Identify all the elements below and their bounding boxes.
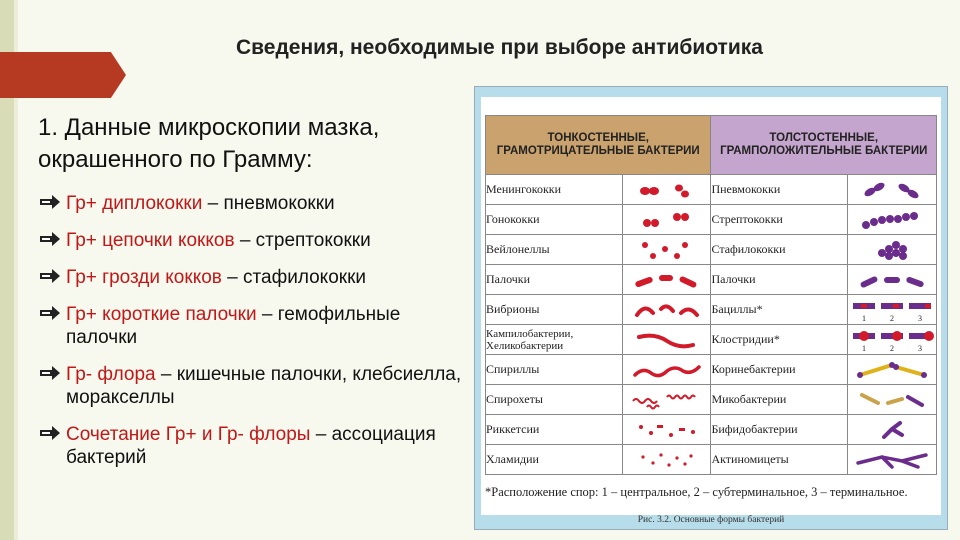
gram-negative-name: Спирохеты: [486, 385, 623, 415]
pen-arrow-icon: [40, 306, 60, 320]
gram-negative-name: Вибрионы: [486, 295, 623, 325]
gonococci-image: [622, 205, 711, 235]
gram-negative-name: Гонококки: [486, 205, 623, 235]
bullet-item: [40, 303, 470, 349]
heading-line-1: 1. Данные микроскопии мазка,: [38, 114, 380, 141]
gram-positive-name: Стафилококки: [711, 235, 848, 265]
table-row: [486, 295, 937, 325]
pneumococci-image: [848, 175, 937, 205]
gram-negative-name: Риккетсии: [486, 415, 623, 445]
meningococci-image: [622, 175, 711, 205]
table-row: [486, 265, 937, 295]
bullet-item: [40, 192, 470, 215]
bacteria-figure: [474, 86, 948, 530]
clostridia-spores-image: [848, 325, 937, 355]
spore-label: 3: [918, 313, 922, 323]
bifidobacteria-image: [848, 415, 937, 445]
bullet-text: – гемофильные палочки: [66, 304, 401, 348]
pen-arrow-icon: [40, 232, 60, 246]
gram-positive-name: Клостридии*: [711, 325, 848, 355]
table-row: [486, 445, 937, 475]
table-header-row: [486, 116, 937, 175]
gram-negative-name: Хламидии: [486, 445, 623, 475]
section-heading: [38, 112, 478, 176]
heading-line-2: окрашенного по Грамму:: [38, 146, 313, 173]
pen-arrow-icon: [40, 269, 60, 283]
staphylococci-image: [848, 235, 937, 265]
figure-panel: [481, 97, 941, 525]
bacilli-spores-image: [848, 295, 937, 325]
veillonella-image: [622, 235, 711, 265]
bullet-text: – ассоциация бактерий: [66, 424, 436, 468]
figure-caption: Рис. 3.2. Основные формы бактерий: [637, 515, 785, 525]
gram-positive-name: Бациллы*: [711, 295, 848, 325]
spore-label: 3: [918, 343, 922, 353]
header-gram-positive: ТОЛСТОСТЕННЫЕ, ГРАМПОЛОЖИТЕЛЬНЫЕ БАКТЕРИИ: [711, 116, 937, 175]
spore-label: 2: [890, 343, 894, 353]
pen-arrow-icon: [40, 195, 60, 209]
gram-negative-name: Палочки: [486, 265, 623, 295]
bullet-item: [40, 229, 470, 252]
spore-label: 1: [862, 313, 866, 323]
table-row: [486, 385, 937, 415]
pen-arrow-icon: [40, 426, 60, 440]
bullet-item: [40, 363, 470, 409]
gram-positive-name: Бифидобактерии: [711, 415, 848, 445]
spirochetes-image: [622, 385, 711, 415]
chlamydiae-image: [622, 445, 711, 475]
gram-positive-name: Пневмококки: [711, 175, 848, 205]
gram-positive-name: Микобактерии: [711, 385, 848, 415]
bullet-key: Сочетание Гр+ и Гр- флоры: [66, 424, 311, 445]
campylobacter-image: [622, 325, 711, 355]
spores-footnote: *Расположение спор: 1 – центральное, 2 – субтерминальное, 3 – терминальное.: [485, 485, 908, 499]
gram-negative-name: Вейлонеллы: [486, 235, 623, 265]
gram-positive-name: Коринебактерии: [711, 355, 848, 385]
bullet-key: Гр+ грозди кокков: [66, 267, 222, 288]
bullet-text: – стрептококки: [234, 230, 371, 251]
table-row: [486, 355, 937, 385]
bullet-key: Гр+ цепочки кокков: [66, 230, 235, 251]
gram-negative-name: Менингококки: [486, 175, 623, 205]
bacteria-table: [485, 115, 937, 475]
bullet-list: [40, 192, 470, 469]
actinomycetes-image: [848, 445, 937, 475]
mycobacteria-image: [848, 385, 937, 415]
spore-label: 1: [862, 343, 866, 353]
rickettsiae-image: [622, 415, 711, 445]
bullet-item: [40, 423, 470, 469]
bullet-item: [40, 266, 470, 289]
table-row: [486, 205, 937, 235]
gram-positive-rods-image: [848, 265, 937, 295]
table-row: [486, 415, 937, 445]
gram-negative-name: Кампилобактерии, Хеликобактерии: [486, 325, 623, 355]
gram-positive-name: Актиномицеты: [711, 445, 848, 475]
bullet-key: Гр+ короткие палочки: [66, 304, 257, 325]
bullet-text: – стафилококки: [221, 267, 367, 288]
gram-negative-name: Спириллы: [486, 355, 623, 385]
bullet-text: – пневмококки: [202, 193, 335, 214]
corynebacteria-image: [848, 355, 937, 385]
vibrio-image: [622, 295, 711, 325]
streptococci-image: [848, 205, 937, 235]
table-row: [486, 175, 937, 205]
bullet-key: Гр- флора: [66, 364, 156, 385]
bullet-key: Гр+ диплококки: [66, 193, 203, 214]
spore-label: 2: [890, 313, 894, 323]
gram-positive-name: Палочки: [711, 265, 848, 295]
title-arrow-decor: [0, 52, 126, 98]
table-row: [486, 235, 937, 265]
gram-positive-name: Стрептококки: [711, 205, 848, 235]
pen-arrow-icon: [40, 366, 60, 380]
spirilla-image: [622, 355, 711, 385]
table-row: [486, 325, 937, 355]
header-gram-negative: ТОНКОСТЕННЫЕ, ГРАМОТРИЦАТЕЛЬНЫЕ БАКТЕРИИ: [486, 116, 711, 175]
slide-title: Сведения, необходимые при выборе антибиотика: [236, 36, 763, 59]
bullet-text: – кишечные палочки, клебсиелла, моракселлы: [66, 364, 462, 408]
gram-negative-rods-image: [622, 265, 711, 295]
